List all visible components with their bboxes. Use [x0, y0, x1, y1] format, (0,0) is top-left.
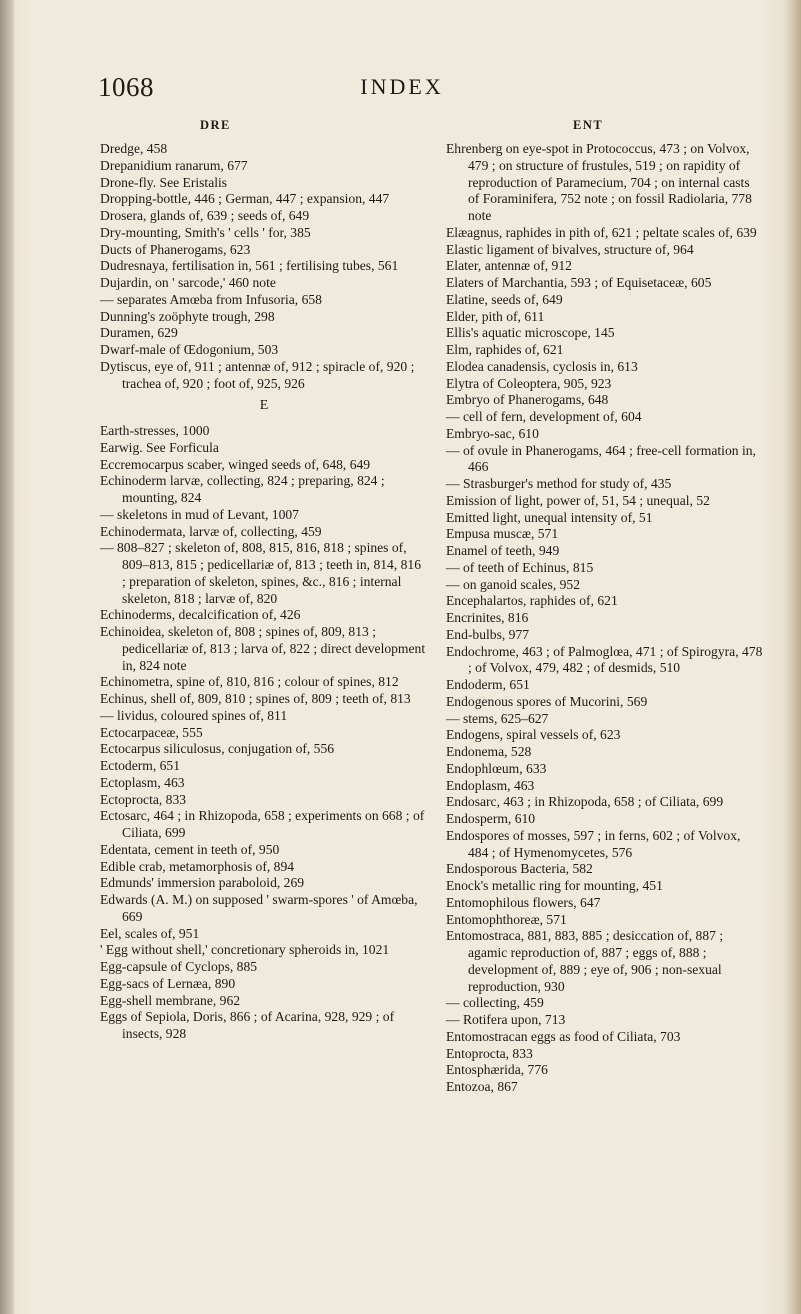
index-entry: Drone-fly. See Eristalis	[100, 174, 228, 190]
index-entry: — on ganoid scales, 952	[446, 576, 581, 592]
index-entry: Entomophthoreæ, 571	[446, 911, 567, 927]
index-entry: Empusa muscæ, 571	[446, 526, 559, 542]
index-entry: Ectoprocta, 833	[100, 791, 187, 807]
page-header	[98, 72, 706, 112]
index-entry: Drosera, glands of, 639 ; seeds of, 649	[100, 208, 310, 223]
index-entry: Ducts of Phanerogams, 623	[100, 241, 251, 257]
index-entry: Elastic ligament of bivalves, structure of, 964	[446, 241, 694, 257]
index-entry: Dujardin, on ' sarcode,' 460 note	[100, 275, 276, 290]
index-entry: Endonema, 528	[446, 744, 532, 759]
index-entry: Duramen, 629	[100, 325, 178, 341]
index-entry: Embryo of Phanerogams, 648	[446, 392, 609, 408]
index-entry: Endosporous Bacteria, 582	[446, 861, 593, 877]
index-entry: Echinoderms, decalcification of, 426	[100, 607, 301, 623]
index-entry: Eel, scales of, 951	[100, 925, 200, 941]
right-index-column	[446, 141, 764, 1096]
index-entry: Elytra of Coleoptera, 905, 923	[446, 375, 612, 391]
index-entry: Dwarf-male of Œdogonium, 503	[100, 342, 279, 357]
index-entry: Entosphærida, 776	[446, 1062, 548, 1078]
page-edge	[783, 0, 801, 1314]
index-entry: Egg-sacs of Lernæa, 890	[100, 975, 236, 991]
index-entry: Enock's metallic ring for mounting, 451	[446, 878, 663, 893]
index-entry: Enamel of teeth, 949	[446, 543, 560, 558]
index-entry: Edentata, cement in teeth of, 950	[100, 841, 280, 857]
index-entry: Elm, raphides of, 621	[446, 342, 564, 357]
index-entry: Echinoderm larvæ, collecting, 824 ; preparing, 824 ; mounting, 824	[100, 473, 385, 505]
index-entry: — 808–827 ; skeleton of, 808, 815, 816, 818 ; spines of, 809–813, 815 ; pedicellariæ of, 813 ; teeth in, 814, 816 ; preparation of skeleton, spines, &c., 816 ; internal skeleton, 818 ; larvæ of, 820	[100, 540, 422, 606]
index-entry: Elæagnus, raphides in pith of, 621 ; peltate scales of, 639	[446, 224, 757, 240]
index-entry: — lividus, coloured spines of, 811	[100, 707, 288, 723]
index-entry: Endosarc, 463 ; in Rhizopoda, 658 ; of Ciliata, 699	[446, 794, 724, 810]
index-entry: Echinodermata, larvæ of, collecting, 459	[100, 523, 322, 539]
index-entry: Eccremocarpus scaber, winged seeds of, 648, 649	[100, 456, 371, 472]
index-entry: Edmunds' immersion paraboloid, 269	[100, 875, 305, 891]
index-entry: Endoplasm, 463	[446, 777, 535, 793]
index-entry: Ehrenberg on eye-spot in Protococcus, 473 ; on Volvox, 479 ; on structure of frustules, 519 ; on rapidity of reproduction of Paramecium, 704 ; on internal casts of Foraminifera, 752 note ; on fossil Radiolaria, 778 note	[446, 141, 752, 223]
index-entry: — Strasburger's method for study of, 435	[446, 476, 672, 491]
index-entry: Elater, antennæ of, 912	[446, 258, 572, 274]
index-entry: Dredge, 458	[100, 141, 168, 156]
index-entry: Endoderm, 651	[446, 677, 530, 692]
index-entry: Entomophilous flowers, 647	[446, 894, 601, 910]
index-entry: Endogenous spores of Mucorini, 569	[446, 693, 648, 709]
index-entry: Echinus, shell of, 809, 810 ; spines of, 809 ; teeth of, 813	[100, 691, 411, 706]
index-entry: Endosperm, 610	[446, 811, 536, 826]
index-entry: Earth-stresses, 1000	[100, 423, 210, 438]
index-entry: — cell of fern, development of, 604	[446, 409, 642, 424]
index-entry: Earwig. See Forficula	[100, 439, 219, 455]
index-entry: — of ovule in Phanerogams, 464 ; free-cell formation in, 466	[446, 442, 756, 475]
index-entry: — skeletons in mud of Levant, 1007	[100, 506, 299, 522]
index-entry: Entomostraca, 881, 883, 885 ; desiccation of, 887 ; agamic reproduction of, 887 ; eggs of, 888 ; development of, 889 ; eye of, 906 ; non-sexual reproduction, 930	[446, 928, 724, 994]
index-entry: Endogens, spiral vessels of, 623	[446, 727, 621, 743]
index-entry: Echinometra, spine of, 810, 816 ; colour of spines, 812	[100, 674, 399, 690]
index-entry: Dytiscus, eye of, 911 ; antennæ of, 912 ; spiracle of, 920 ; trachea of, 920 ; foot of, 925, 926	[100, 358, 415, 391]
index-entry: — separates Amœba from Infusoria, 658	[100, 291, 322, 307]
index-entry: Ectoplasm, 463	[100, 774, 185, 790]
index-entry: — Rotifera upon, 713	[446, 1012, 566, 1027]
index-entry: Eggs of Sepiola, Doris, 866 ; of Acarina, 928, 929 ; of insects, 928	[100, 1009, 395, 1041]
index-entry: Endospores of mosses, 597 ; in ferns, 602 ; of Volvox, 484 ; of Hymenomycetes, 576	[446, 827, 741, 860]
section-letter: E	[259, 398, 269, 414]
index-entry: Entoprocta, 833	[446, 1045, 533, 1061]
running-head: INDEX	[360, 74, 444, 99]
index-entry: Ectosarc, 464 ; in Rhizopoda, 658 ; experiments on 668 ; of Ciliata, 699	[100, 808, 425, 840]
index-entry: Emitted light, unequal intensity of, 51	[446, 509, 653, 525]
index-entry: Elaters of Marchantia, 593 ; of Equisetaceæ, 605	[446, 275, 712, 290]
index-entry: Elder, pith of, 611	[446, 308, 545, 324]
index-entry: Endochrome, 463 ; of Palmoglœa, 471 ; of Spirogyra, 478 ; of Volvox, 479, 482 ; of desmids, 510	[446, 643, 763, 676]
index-entry: Ectocarpaceæ, 555	[100, 724, 203, 740]
index-entry: End-bulbs, 977	[446, 626, 530, 642]
index-entry: Echinoidea, skeleton of, 808 ; spines of, 809, 813 ; pedicellariæ of, 813 ; larva of, 822 ; direct development in, 824 note	[100, 624, 426, 673]
index-entry: Entozoa, 867	[446, 1079, 518, 1094]
index-entry: — collecting, 459	[446, 995, 544, 1011]
index-entry: Ectoderm, 651	[100, 758, 181, 773]
index-entry: — of teeth of Echinus, 815	[446, 559, 594, 575]
index-entry: Endophlœum, 633	[446, 760, 547, 776]
page-number: 1068	[98, 72, 154, 102]
index-entry: — stems, 625–627	[446, 710, 549, 726]
book-gutter-shadow	[0, 0, 14, 1314]
index-entry: Dropping-bottle, 446 ; German, 447 ; expansion, 447	[100, 191, 390, 207]
index-entry: Emission of light, power of, 51, 54 ; unequal, 52	[446, 492, 710, 508]
index-entry: Edible crab, metamorphosis of, 894	[100, 858, 295, 874]
index-entry: Drepanidium ranarum, 677	[100, 157, 248, 173]
index-entry: Dunning's zoöphyte trough, 298	[100, 308, 275, 324]
index-entry: Egg-shell membrane, 962	[100, 992, 241, 1008]
right-column-catchword: ENT	[573, 118, 604, 132]
left-column-catchword: DRE	[200, 118, 231, 132]
index-entry: Dudresnaya, fertilisation in, 561 ; fertilising tubes, 561	[100, 258, 399, 274]
index-entry: Encrinites, 816	[446, 610, 529, 625]
index-entry: Elatine, seeds of, 649	[446, 291, 563, 307]
index-entry: Edwards (A. M.) on supposed ' swarm-spores ' of Amœba, 669	[100, 892, 418, 924]
left-index-column	[100, 141, 428, 1043]
index-entry: Elodea canadensis, cyclosis in, 613	[446, 358, 638, 374]
index-entry: Encephalartos, raphides of, 621	[446, 593, 618, 609]
index-entry: Dry-mounting, Smith's ' cells ' for, 385	[100, 224, 311, 240]
index-entry: Ellis's aquatic microscope, 145	[446, 325, 615, 341]
index-entry: Ectocarpus siliculosus, conjugation of, 556	[100, 741, 335, 757]
index-entry: ' Egg without shell,' concretionary spheroids in, 1021	[100, 942, 390, 958]
index-entry: Entomostracan eggs as food of Ciliata, 703	[446, 1028, 681, 1044]
index-entry: Egg-capsule of Cyclops, 885	[100, 959, 258, 974]
index-entry: Embryo-sac, 610	[446, 425, 539, 441]
